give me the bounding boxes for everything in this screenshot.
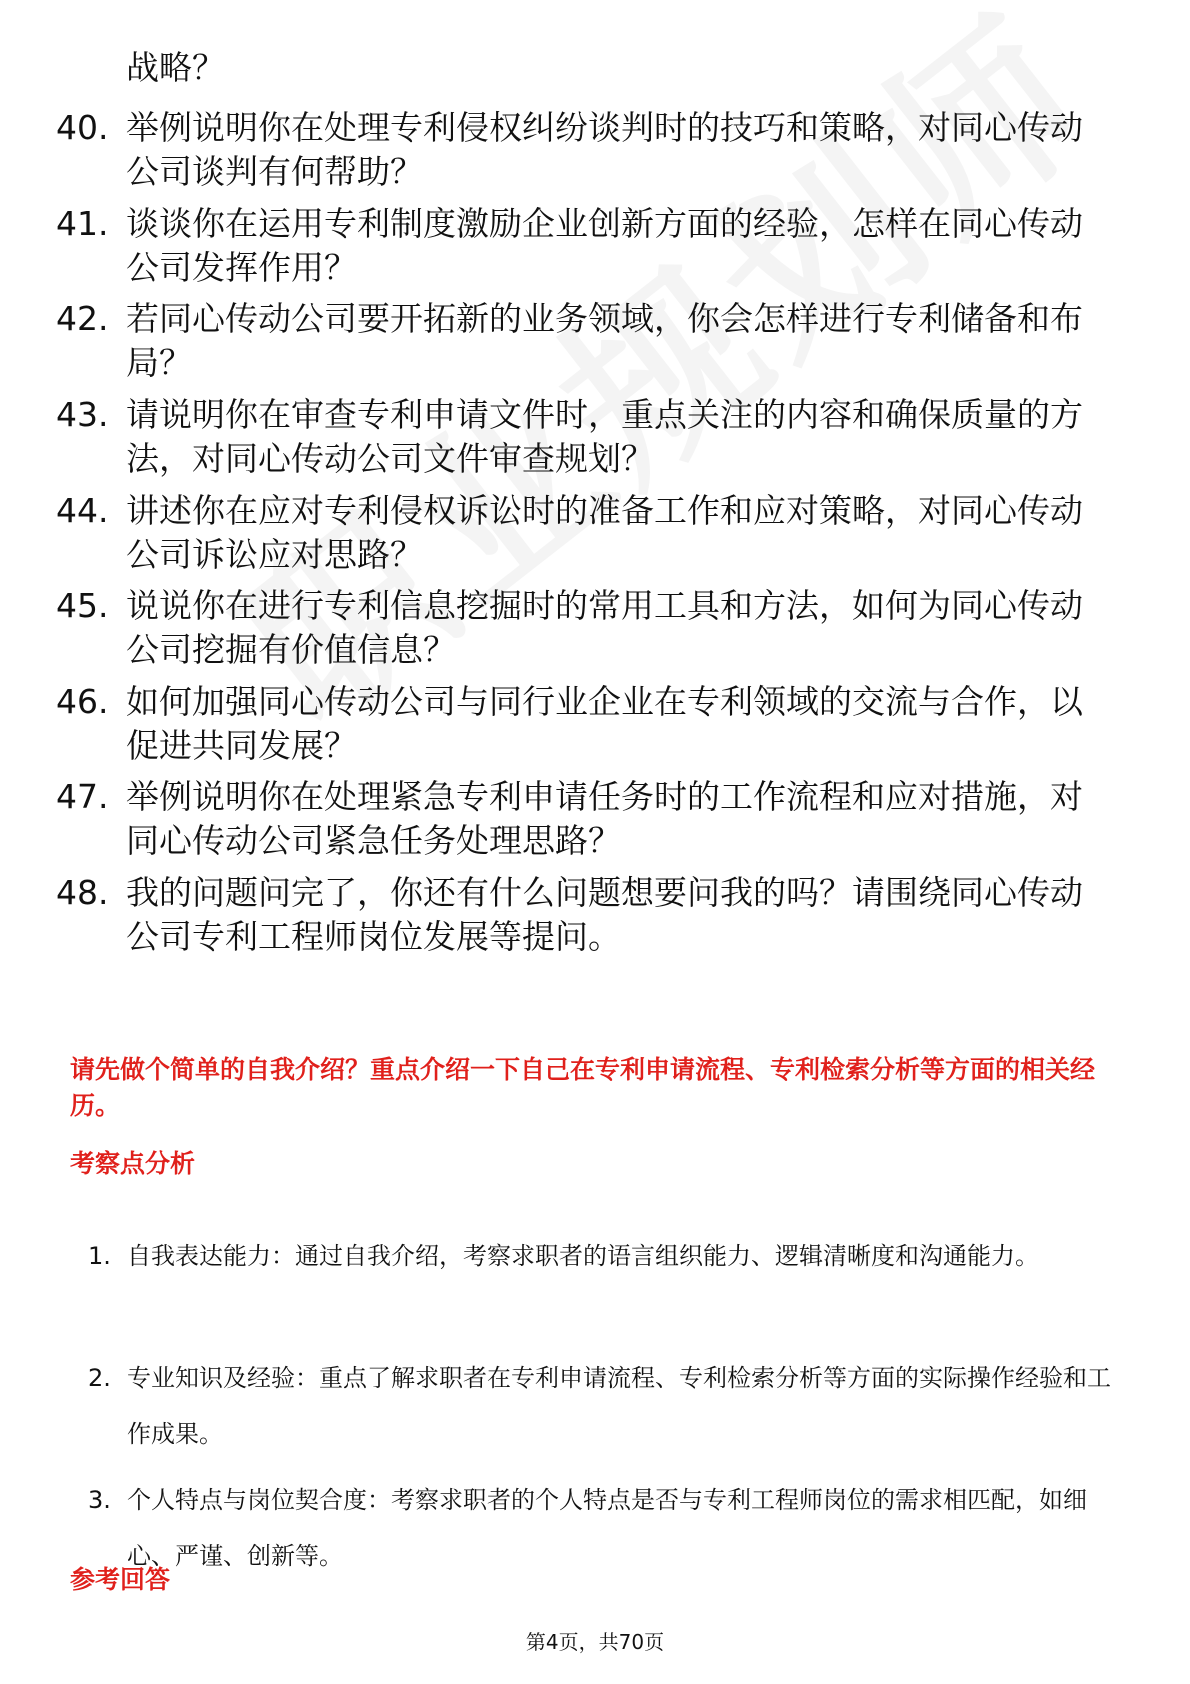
list-item: [80, 1228, 1120, 1284]
question-number: 40.: [56, 108, 109, 147]
list-item: [56, 393, 1106, 481]
question-continuation: 战略？: [126, 48, 225, 87]
question-text: 我的问题问完了，你还有什么问题想要问我的吗？请围绕同心传动公司专利工程师岗位发展等提问。: [126, 873, 1083, 956]
question-number: 46.: [56, 682, 109, 721]
analysis-number: 2.: [88, 1364, 111, 1392]
list-item: [56, 297, 1106, 385]
question-text: 举例说明你在处理紧急专利申请任务时的工作流程和应对措施，对同心传动公司紧急任务处理思路？: [126, 777, 1083, 860]
question-text: 若同心传动公司要开拓新的业务领域，你会怎样进行专利储备和布局？: [126, 299, 1083, 382]
analysis-text: 自我表达能力：通过自我介绍，考察求职者的语言组织能力、逻辑清晰度和沟通能力。: [127, 1242, 1039, 1270]
list-item: [56, 202, 1106, 290]
analysis-number: 1.: [88, 1242, 111, 1270]
list-item: [56, 680, 1106, 768]
list-item: [56, 871, 1106, 959]
question-number: 41.: [56, 204, 109, 243]
analysis-text: 专业知识及经验：重点了解求职者在专利申请流程、专利检索分析等方面的实际操作经验和工作成果。: [127, 1364, 1111, 1448]
reference-answer-heading: 参考回答: [70, 1565, 171, 1594]
list-item: [56, 775, 1106, 863]
page-number: 第4页，共70页: [525, 1630, 665, 1654]
analysis-number: 3.: [88, 1486, 111, 1514]
question-text: 举例说明你在处理专利侵权纠纷谈判时的技巧和策略，对同心传动公司谈判有何帮助？: [126, 108, 1083, 191]
question-number: 45.: [56, 586, 109, 625]
list-item: [80, 1350, 1120, 1462]
question-number: 47.: [56, 777, 109, 816]
question-number: 48.: [56, 873, 109, 912]
highlight-question: 请先做个简单的自我介绍？重点介绍一下自己在专利申请流程、专利检索分析等方面的相关经历。: [70, 1055, 1096, 1120]
question-text: 谈谈你在运用专利制度激励企业创新方面的经验，怎样在同心传动公司发挥作用？: [126, 204, 1083, 287]
question-number: 44.: [56, 491, 109, 530]
question-text: 如何加强同心传动公司与同行业企业在专利领域的交流与合作，以促进共同发展？: [126, 682, 1083, 765]
question-text: 请说明你在审查专利申请文件时，重点关注的内容和确保质量的方法，对同心传动公司文件审查规划？: [126, 395, 1083, 478]
question-number: 43.: [56, 395, 109, 434]
question-text: 说说你在进行专利信息挖掘时的常用工具和方法，如何为同心传动公司挖掘有价值信息？: [126, 586, 1083, 669]
analysis-heading: 考察点分析: [70, 1149, 196, 1178]
list-item: [80, 1472, 1120, 1584]
analysis-text: 个人特点与岗位契合度：考察求职者的个人特点是否与专利工程师岗位的需求相匹配，如细心、严谨、创新等。: [127, 1486, 1087, 1570]
list-item: [56, 489, 1106, 577]
question-number: 42.: [56, 299, 109, 338]
list-item: [56, 584, 1106, 672]
list-item: [56, 106, 1106, 194]
question-text: 讲述你在应对专利侵权诉讼时的准备工作和应对策略，对同心传动公司诉讼应对思路？: [126, 491, 1083, 574]
